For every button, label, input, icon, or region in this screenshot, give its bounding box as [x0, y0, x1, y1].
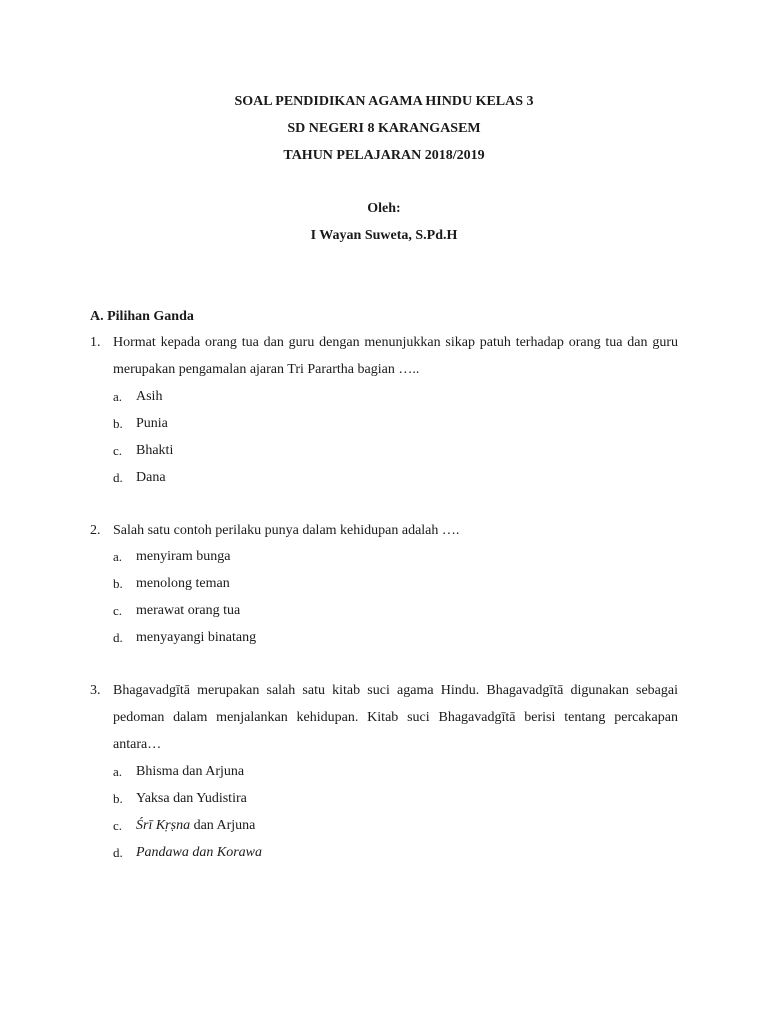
option-text-italic: Śrī Kṛṣna	[136, 818, 191, 833]
author-name: I Wayan Suweta, S.Pd.H	[310, 228, 458, 243]
question-text: Bhagavadgītā merupakan salah satu kitab suci agama Hindu. Bhagavadgītā digunakan sebagai pedoman dalam menjalankan kehidupan. Kitab suci Bhagavadgītā berisi tentang percakapan antara…	[113, 683, 678, 752]
option-letter: c.	[113, 443, 123, 458]
option-text: Yaksa dan Yudistira	[136, 791, 247, 806]
document-title-line-3: TAHUN PELAJARAN 2018/2019	[283, 148, 485, 163]
option-text	[136, 817, 255, 835]
option-letter: d.	[113, 630, 123, 645]
option-letter: a.	[113, 549, 123, 564]
question-number: 3.	[90, 683, 101, 698]
option-text: Pandawa dan Korawa	[136, 845, 263, 860]
section-title: A. Pilihan Ganda	[90, 309, 194, 324]
option-letter: a.	[113, 389, 123, 404]
author-label: Oleh:	[367, 201, 401, 216]
option-text: menyiram bunga	[136, 549, 231, 564]
option-letter: c.	[113, 818, 123, 833]
question-number: 1.	[90, 335, 101, 350]
option-text: merawat orang tua	[136, 603, 241, 618]
option-text: menyayangi binatang	[136, 630, 257, 645]
option-text: Punia	[136, 416, 168, 431]
option-letter: d.	[113, 845, 123, 860]
option-letter: a.	[113, 764, 123, 779]
option-letter: c.	[113, 603, 123, 618]
option-text: Asih	[136, 389, 163, 404]
option-letter: b.	[113, 416, 123, 431]
option-text: Bhakti	[136, 443, 174, 458]
question-text: Hormat kepada orang tua dan guru dengan menunjukkan sikap patuh terhadap orang tua dan guru merupakan pengamalan ajaran Tri Parartha bagian …..	[113, 335, 678, 377]
option-letter: d.	[113, 470, 123, 485]
document-title-line-1: SOAL PENDIDIKAN AGAMA HINDU KELAS 3	[234, 94, 534, 109]
option-text: Dana	[136, 470, 166, 485]
option-text: menolong teman	[136, 576, 230, 591]
option-letter: b.	[113, 576, 123, 591]
question-text: Salah satu contoh perilaku punya dalam kehidupan adalah ….	[113, 523, 460, 538]
option-text: Bhisma dan Arjuna	[136, 764, 245, 779]
document-title-line-2: SD NEGERI 8 KARANGASEM	[287, 121, 481, 136]
option-letter: b.	[113, 791, 123, 806]
question-number: 2.	[90, 523, 101, 538]
option-text-rest: dan Arjuna	[190, 818, 256, 833]
